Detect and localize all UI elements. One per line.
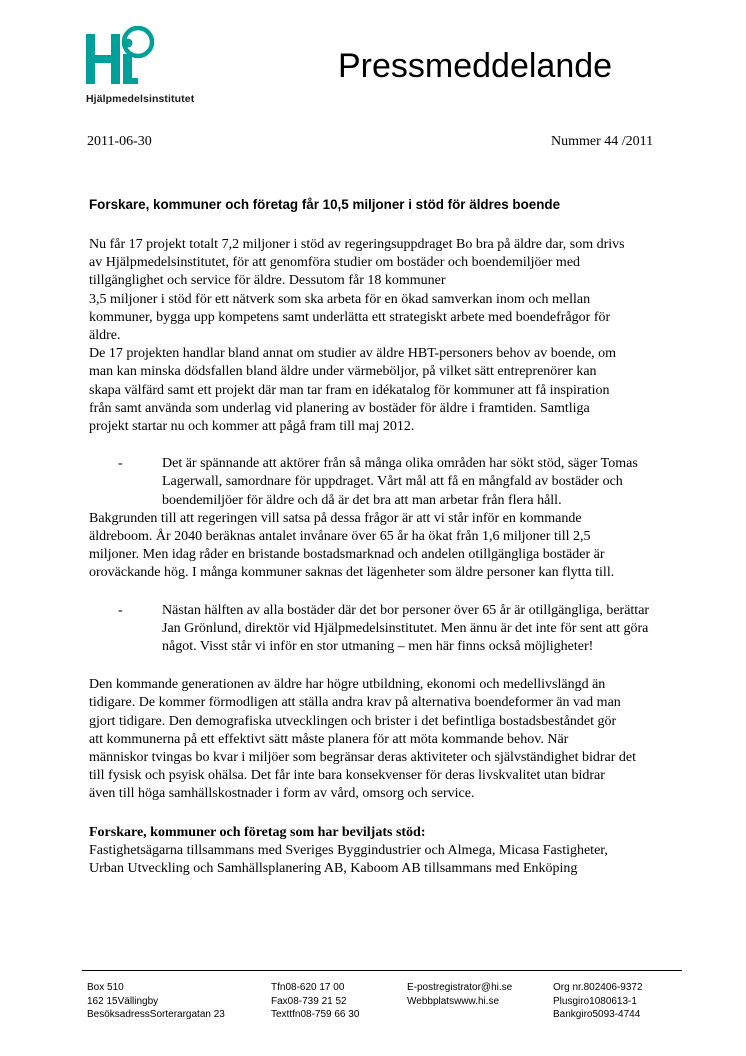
footer-line: Fax08-739 21 52 [271, 995, 347, 1007]
footer-line: BesöksadressSorterargatan 23 [87, 1009, 225, 1020]
text-line: 3,5 miljoner i stöd för ett nätverk som ska arbeta för en ökad samverkan inom och mellan [89, 291, 591, 307]
text-line: människor tvingas bo kvar i miljöer som begränsar deras aktiviteter och självständighet bidrar det [89, 750, 637, 766]
text-line: boendemiljöer för äldre och då är det bra att man arbetar från flera håll. [162, 492, 562, 508]
text-line: De 17 projekten handlar bland annat om studier av äldre HBT-personers behov av boende, om [89, 346, 617, 362]
quote-jan-gronlund [89, 602, 679, 657]
text-line: miljoner. Men idag råder en bristande bostadsmarknad och andelen otillgängliga bostäder är [89, 547, 605, 563]
dash-bullet: - [118, 456, 123, 472]
footer-address [87, 981, 225, 1022]
text-line: Nu får 17 projekt totalt 7,2 miljoner i stöd av regeringsuppdraget Bo bra på äldre dar, som drivs [89, 237, 625, 252]
dash-bullet: - [118, 602, 123, 618]
text-line: från samt använda som underlag vid planering av bostäder för äldre i framtiden. Samtliga [89, 400, 590, 416]
footer-phone [271, 981, 359, 1022]
text-line: Fastighetsägarna tillsammans med Sveriges Byggindustrier och Almega, Micasa Fastigheter, [89, 842, 608, 858]
text-line: Det är spännande att aktörer från så många olika områden har sökt stöd, säger Tomas [162, 456, 638, 472]
footer-line: Texttfn08-759 66 30 [271, 1009, 360, 1020]
projects-paragraph [89, 345, 679, 436]
intro-paragraph [89, 236, 679, 345]
text-line: kommuner, bygga upp kompetens samt underlätta ett strategiskt arbete med boendefrågor för [89, 309, 611, 325]
background-paragraph [89, 510, 679, 583]
text-line: Bakgrunden till att regeringen vill satsa på dessa frågor är att vi står inför en kommande [89, 510, 582, 526]
text-line: gjort tidigare. Den demografiska utvecklingen och brister i det befintliga bostadsbeståndet gör [89, 713, 617, 729]
article-body [89, 236, 679, 878]
footer-line: Bankgiro5093-4744 [553, 1009, 641, 1020]
text-line: oroväckande hög. I många kommuner saknas det lägenheter som äldre personer kan flytta till. [89, 565, 615, 581]
text-line: Den kommande generationen av äldre har högre utbildning, ekonomi och medellivslängd än [89, 677, 606, 693]
logo-wordmark: Hjälpmedelsinstitutet [86, 93, 195, 105]
text-line: tidigare. De kommer förmodligen att ställa andra krav på alternativa boendeformer än vad man [89, 695, 621, 711]
footer-line: E-postregistrator@hi.se [407, 982, 513, 993]
release-number: Nummer 44 /2011 [551, 134, 654, 149]
release-date: 2011-06-30 [87, 134, 152, 149]
hi-logo-icon [86, 26, 158, 92]
footer-web [407, 981, 512, 1008]
logo [86, 26, 226, 110]
text-line: Nästan hälften av alla bostäder där det bor personer över 65 år är otillgängliga, berättar [162, 602, 650, 618]
text-line: tillgänglighet och service för äldre. Dessutom får 18 kommuner [89, 273, 446, 289]
text-line: Urban Utveckling och Samhällsplanering AB, Kaboom AB tillsammans med Enköping [89, 861, 578, 877]
text-line: Lagerwall, samordnare för uppdraget. Vårt mål att få en mångfald av bostäder och [162, 474, 623, 490]
quote-tomas-lagerwall [89, 455, 679, 510]
text-line: även till höga samhällskostnader i form av vård, omsorg och service. [89, 786, 475, 802]
grantees-heading: Forskare, kommuner och företag som har beviljats stöd: [89, 824, 426, 840]
footer-line: 162 15Vällingby [87, 995, 159, 1007]
text-line: till fysisk och psyisk ohälsa. Det får inte bara konsekvenser för deras livskvalitet utan bidrar [89, 768, 605, 784]
footer-divider [82, 970, 682, 971]
text-line: projekt startar nu och kommer att pågå fram till maj 2012. [89, 419, 415, 435]
text-line: äldreboom. År 2040 beräknas antalet invånare över 65 år ha ökat från 1,6 miljoner till 2,5 [89, 529, 591, 545]
generation-paragraph [89, 676, 679, 803]
grantees-paragraph [89, 842, 679, 878]
text-line: av Hjälpmedelsinstitutet, för att genomföra studier om bostäder och boendemiljöer med [89, 255, 581, 271]
text-line: att kommunerna på ett effektivt sätt måste planera för att möta kommande behov. När [89, 731, 569, 747]
footer-line: Plusgiro1080613-1 [553, 995, 637, 1007]
footer-line: Org nr.802406-9372 [553, 982, 643, 993]
footer-line: Webbplatswww.hi.se [407, 995, 500, 1007]
document-type-title: Pressmeddelande [338, 47, 613, 85]
headline: Forskare, kommuner och företag får 10,5 miljoner i stöd för äldres boende [89, 197, 561, 212]
footer-line: Tfn08-620 17 00 [271, 982, 345, 993]
text-line: något. Visst står vi inför en stor utmaning – men här finns också möjligheter! [162, 639, 594, 655]
text-line: skapa välfärd samt ett projekt där man tar fram en idékatalog för kommuner att få inspiration [89, 382, 610, 398]
text-line: äldre. [89, 328, 121, 344]
footer-line: Box 510 [87, 982, 124, 993]
text-line: man kan minska dödsfallen bland äldre under värmeböljor, på vilket sätt entreprenörer kan [89, 364, 597, 380]
text-line: Jan Grönlund, direktör vid Hjälpmedelsinstitutet. Men ännu är det inte för sent att göra [162, 620, 649, 636]
footer-org [553, 981, 643, 1022]
